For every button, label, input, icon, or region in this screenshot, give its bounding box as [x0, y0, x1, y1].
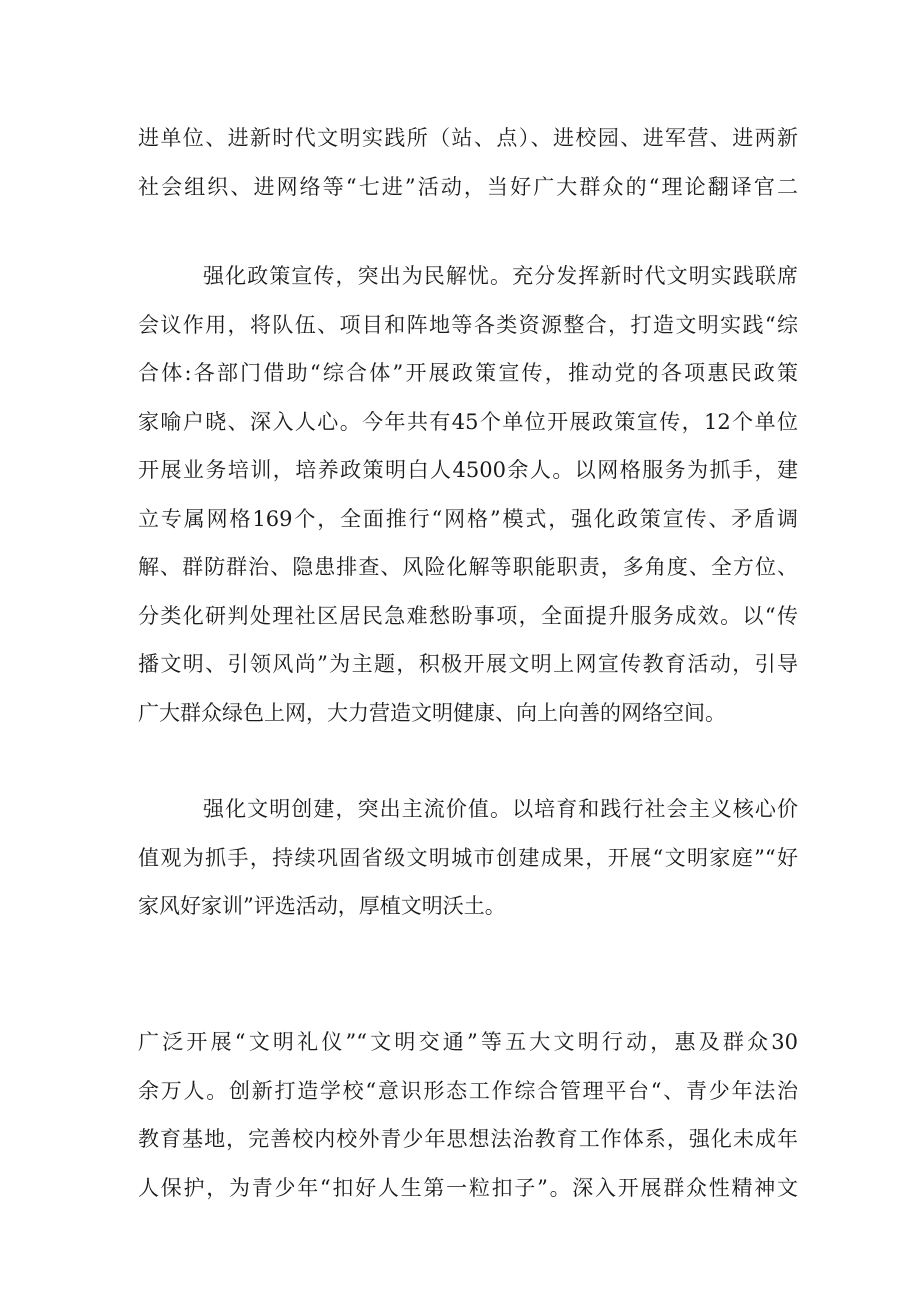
text-line: 合体:各部门借助“综合体”开展政策宣传，推动党的各项惠民政策	[138, 361, 798, 385]
text-line: 进单位、进新时代文明实践所（站、点）、进校园、进军营、进两新	[138, 126, 798, 150]
text-line: 广大群众绿色上网，大力营造文明健康、向上向善的网络空间。	[138, 700, 726, 725]
text-line: 强化政策宣传，突出为民解忧。充分发挥新时代文明实践联席	[203, 264, 798, 288]
text-line: 解、群防群治、隐患排查、风险化解等职能职责，多角度、全方位、	[138, 555, 798, 579]
paragraph-civility-actions	[138, 1018, 798, 1212]
text-line: 余万人。创新打造学校“意识形态工作综合管理平台“、青少年法治	[138, 1078, 798, 1103]
paragraph-policy-publicity	[138, 252, 798, 737]
text-line: 强化文明创建，突出主流价值。以培育和践行社会主义核心价	[203, 797, 798, 821]
text-line: 人保护，为青少年“扣好人生第一粒扣子”。深入开展群众性精神文	[138, 1175, 798, 1200]
text-line: 教育基地，完善校内校外青少年思想法治教育工作体系，强化未成年	[138, 1127, 798, 1151]
text-line: 开展业务培训，培养政策明白人4500余人。以网格服务为抓手，建	[138, 458, 798, 482]
text-line: 社会组织、进网络等“七进”活动，当好广大群众的“理论翻译官二	[138, 174, 798, 199]
paragraph-intro-continuation	[138, 114, 798, 211]
paragraph-civilization-building	[138, 785, 798, 931]
text-line: 立专属网格169个，全面推行“网格”模式，强化政策宣传、矛盾调	[138, 506, 798, 531]
text-line: 分类化研判处理社区居民急难愁盼事项，全面提升服务成效。以“传	[138, 603, 798, 628]
text-line: 播文明、引领风尚”为主题，积极开展文明上网宣传教育活动，引导	[138, 652, 798, 676]
text-line: 家喻户晓、深入人心。今年共有45个单位开展政策宣传，12个单位	[138, 409, 798, 434]
text-line: 会议作用，将队伍、项目和阵地等各类资源整合，打造文明实践“综	[138, 312, 798, 337]
text-line: 值观为抓手，持续巩固省级文明城市创建成果，开展“文明家庭”“好	[138, 845, 798, 870]
text-line: 广泛开展“文明礼仪”“文明交通”等五大文明行动，惠及群众30	[138, 1030, 798, 1054]
text-line: 家风好家训”评选活动，厚植文明沃土。	[138, 894, 506, 918]
